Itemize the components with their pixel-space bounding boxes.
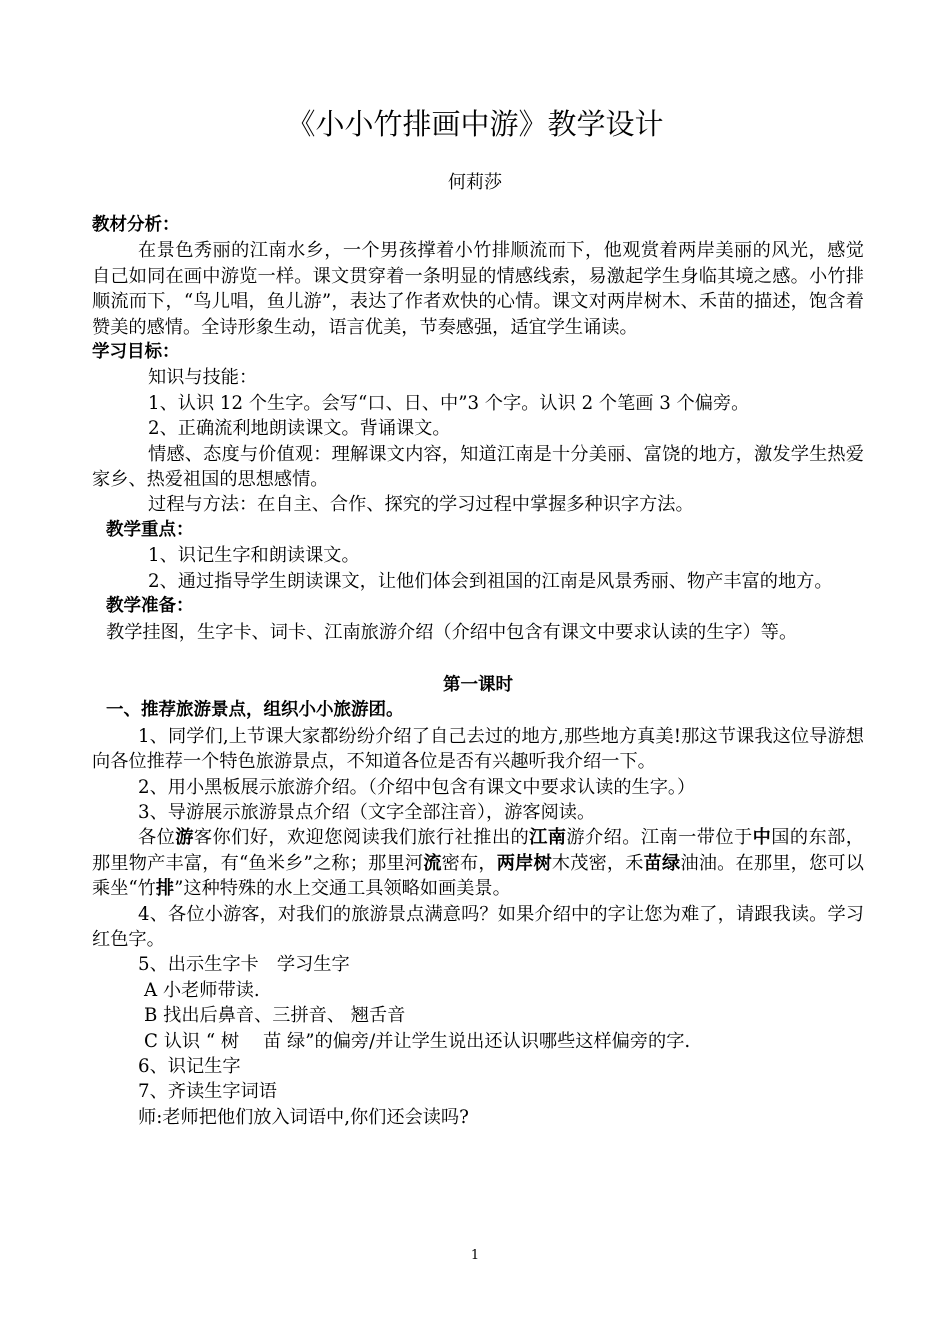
goals-emotion: 情感、态度与价值观：理解课文内容，知道江南是十分美丽、富饶的地方，激发学生热爱家乡、热爱祖国的思想感情。 <box>92 443 864 491</box>
lesson-step-3: 3、导游展示旅游景点介绍（文字全部注音），游客阅读。 <box>138 801 596 823</box>
preparation-heading: 教学准备： <box>106 596 194 617</box>
lesson-step-5: 5、出示生字卡 学习生字 <box>138 954 350 976</box>
part-1-heading: 一、推荐旅游景点，组织小小旅游团。 <box>106 700 404 721</box>
intro-bold-2: 江南 <box>529 827 567 849</box>
lesson-step-5b: B 找出后鼻音、三拼音、 翘舌音 <box>144 1005 406 1027</box>
goals-process: 过程与方法：在自主、合作、探究的学习过程中掌握多种识字方法。 <box>148 494 694 516</box>
document-body <box>92 213 864 1130</box>
author-name: 何莉莎 <box>448 172 502 193</box>
goals-heading: 学习目标： <box>92 342 180 363</box>
preparation-paragraph: 教学挂图，生字卡、词卡、江南旅游介绍（介绍中包含有课文中要求认读的生字）等。 <box>106 621 798 643</box>
intro-bold-6: 苗绿 <box>643 852 681 874</box>
goals-item-1: 1、认识 12 个生字。会写“口、日、中”3 个字。认识 2 个笔画 3 个偏旁。 <box>148 392 750 414</box>
intro-text-4: 国的东部，那里物产丰富，有“鱼米乡”之称；那里河 <box>92 827 864 874</box>
intro-text-1: 各位 <box>138 827 176 849</box>
intro-bold-3: 中 <box>752 827 772 849</box>
page-number: 1 <box>470 1248 480 1263</box>
document-title: 《小小竹排画中游》教学设计 <box>286 107 664 141</box>
intro-text-3: 游介绍。江南一带位于 <box>566 827 753 849</box>
material-paragraph: 在景色秀丽的江南水乡，一个男孩撑着小竹排顺流而下，他观赏着两岸美丽的风光，感觉自己如同在画中游览一样。课文贯穿着一条明显的情感线索，易激起学生身临其境之感。小竹排顺流而下，“鸟儿唱，鱼儿游”，表达了作者欢快的心情。课文对两岸树木、禾苗的描述，饱含着赞美的感情。全诗形象生动，语言优美，节奏感强，适宜学生诵读。 <box>92 240 864 338</box>
key-points-heading: 教学重点： <box>106 519 194 540</box>
intro-bold-7: 排 <box>155 878 175 900</box>
lesson-step-7: 7、齐读生字词语 <box>138 1081 277 1103</box>
lesson-step-5a: A 小老师带读. <box>144 979 260 1001</box>
lesson-step-4: 4、各位小游客，对我们的旅游景点满意吗？如果介绍中的字让您为难了，请跟我读。学习红色字。 <box>92 903 864 950</box>
intro-text-2: 客你们好，欢迎您阅读我们旅行社推出的 <box>193 827 530 849</box>
intro-bold-1: 游 <box>175 827 194 849</box>
intro-text-6: 木茂密，禾 <box>551 852 644 874</box>
lesson-step-8: 师:老师把他们放入词语中,你们还会读吗? <box>138 1106 469 1128</box>
section-spacer <box>92 645 864 673</box>
goals-knowledge-label: 知识与技能： <box>148 367 258 389</box>
intro-text-5: 密布， <box>441 852 497 874</box>
lesson-step-1: 1、同学们,上节课大家都纷纷介绍了自己去过的地方,那些地方真美!那这节课我这位导游想向各位推荐一个特色旅游景点，不知道各位是否有兴趣听我介绍一下。 <box>92 725 864 773</box>
key-points-item-2: 2、通过指导学生朗读课文，让他们体会到祖国的江南是风景秀丽、物产丰富的地方。 <box>148 570 833 592</box>
travel-intro-paragraph <box>92 825 864 901</box>
intro-bold-5: 两岸树 <box>496 852 552 874</box>
lesson-step-2: 2、用小黑板展示旅游介绍。（介绍中包含有课文中要求认读的生字。） <box>138 776 696 798</box>
material-heading: 教材分析： <box>92 215 180 235</box>
intro-text-8: ”这种特殊的水上交通工具领略如画美景。 <box>174 878 511 900</box>
key-points-item-1: 1、识记生字和朗读课文。 <box>148 545 360 567</box>
lesson-step-6: 6、识记生字 <box>138 1056 241 1077</box>
lesson-step-5c: C 认识 “ 树 苗 绿”的偏旁/并让学生说出还认识哪些这样偏旁的字. <box>144 1030 691 1052</box>
intro-text-7: 油油。在那里，您可以乘坐“竹 <box>92 852 864 900</box>
intro-bold-4: 流 <box>423 852 442 874</box>
goals-item-2: 2、正确流利地朗读课文。背诵课文。 <box>148 418 451 440</box>
lesson-title: 第一课时 <box>443 674 513 695</box>
